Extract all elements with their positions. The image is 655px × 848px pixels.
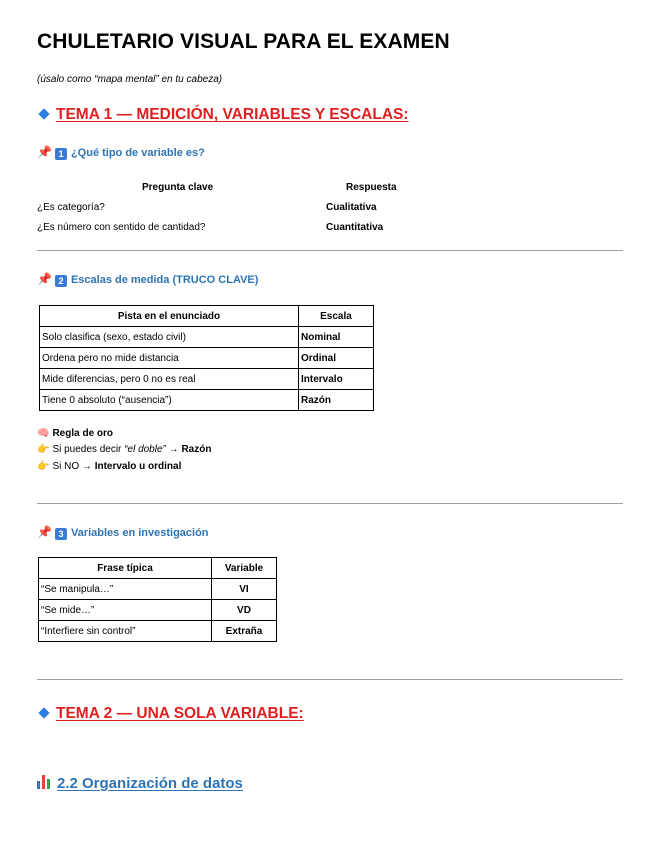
keycap-icon: 1 xyxy=(55,148,67,160)
rule2-result: Intervalo u ordinal xyxy=(94,461,182,472)
table-header-row xyxy=(39,558,277,579)
tema1-heading xyxy=(37,106,409,124)
sec1-row2-answer: Cuantitativa xyxy=(326,222,384,233)
sec1-row1-question: ¿Es categoría? xyxy=(37,202,105,213)
table-header: Variable xyxy=(212,558,277,579)
rule-line-2 xyxy=(37,461,181,472)
rule1-result: Razón xyxy=(181,444,212,455)
tema1-heading-text: TEMA 1 — MEDICIÓN, VARIABLES Y ESCALAS: xyxy=(56,106,409,123)
divider xyxy=(37,250,623,251)
table-row xyxy=(40,369,374,390)
sec22-heading xyxy=(37,775,243,792)
table-header: Pista en el enunciado xyxy=(40,306,299,327)
brain-icon: 🧠 xyxy=(37,428,50,439)
rule2-prefix: Si NO → xyxy=(52,461,95,472)
rule-title xyxy=(37,428,113,439)
sec2-heading xyxy=(37,272,258,287)
keycap-icon: 2 xyxy=(55,275,67,287)
table-header: Frase típica xyxy=(39,558,212,579)
rule1-quote: “el doble” xyxy=(124,444,166,455)
pushpin-icon: 📌 xyxy=(37,525,52,539)
table-row xyxy=(39,621,277,642)
document-subtitle: (úsalo como “mapa mental” en tu cabeza) xyxy=(37,74,223,85)
table-row xyxy=(39,579,277,600)
sec22-title: 2.2 Organización de datos xyxy=(57,775,243,792)
tema2-heading xyxy=(37,705,304,723)
sec1-header-question: Pregunta clave xyxy=(142,182,214,193)
rule-line-1 xyxy=(37,444,211,455)
table-header-row xyxy=(40,306,374,327)
divider xyxy=(37,503,623,504)
bar-chart-icon xyxy=(37,775,51,789)
tema2-heading-text: TEMA 2 — UNA SOLA VARIABLE: xyxy=(56,705,304,722)
table-cell: Nominal xyxy=(299,327,374,348)
table-cell: Solo clasifica (sexo, estado civil) xyxy=(40,327,299,348)
pointing-hand-icon: 👉 xyxy=(37,444,50,455)
scales-table xyxy=(39,305,374,411)
table-cell: Mide diferencias, pero 0 no es real xyxy=(40,369,299,390)
pushpin-icon: 📌 xyxy=(37,272,52,286)
pointing-hand-icon: 👉 xyxy=(37,461,50,472)
table-cell: “Se manipula…” xyxy=(39,579,212,600)
sec1-heading xyxy=(37,145,205,160)
sec1-title: ¿Qué tipo de variable es? xyxy=(70,147,205,159)
rule1-arrow: → xyxy=(165,444,182,455)
sec1-row1-answer: Cualitativa xyxy=(326,202,377,213)
table-cell: Tiene 0 absoluto (“ausencia”) xyxy=(40,390,299,411)
variables-table xyxy=(38,557,277,642)
table-cell: Ordena pero no mide distancia xyxy=(40,348,299,369)
diamond-icon xyxy=(38,108,49,119)
keycap-icon: 3 xyxy=(55,528,67,540)
table-row xyxy=(40,348,374,369)
table-row xyxy=(40,327,374,348)
rule1-prefix: Si puedes decir xyxy=(52,444,125,455)
sec2-title: Escalas de medida (TRUCO CLAVE) xyxy=(70,274,259,286)
table-cell: Ordinal xyxy=(299,348,374,369)
table-row xyxy=(40,390,374,411)
table-cell: “Interfiere sin control” xyxy=(39,621,212,642)
table-cell: Extraña xyxy=(212,621,277,642)
sec1-header-answer: Respuesta xyxy=(346,182,397,193)
table-cell: VI xyxy=(212,579,277,600)
table-header: Escala xyxy=(299,306,374,327)
table-row xyxy=(39,600,277,621)
table-cell: Razón xyxy=(299,390,374,411)
sec3-title: Variables en investigación xyxy=(70,527,209,539)
rule-title-text: Regla de oro xyxy=(52,428,114,439)
document-title: CHULETARIO VISUAL PARA EL EXAMEN xyxy=(37,30,450,53)
table-cell: Intervalo xyxy=(299,369,374,390)
sec3-heading xyxy=(37,525,209,540)
divider xyxy=(37,679,623,680)
table-cell: “Se mide…” xyxy=(39,600,212,621)
pushpin-icon: 📌 xyxy=(37,145,52,159)
diamond-icon xyxy=(38,707,49,718)
table-cell: VD xyxy=(212,600,277,621)
sec1-row2-question: ¿Es número con sentido de cantidad? xyxy=(37,222,206,233)
